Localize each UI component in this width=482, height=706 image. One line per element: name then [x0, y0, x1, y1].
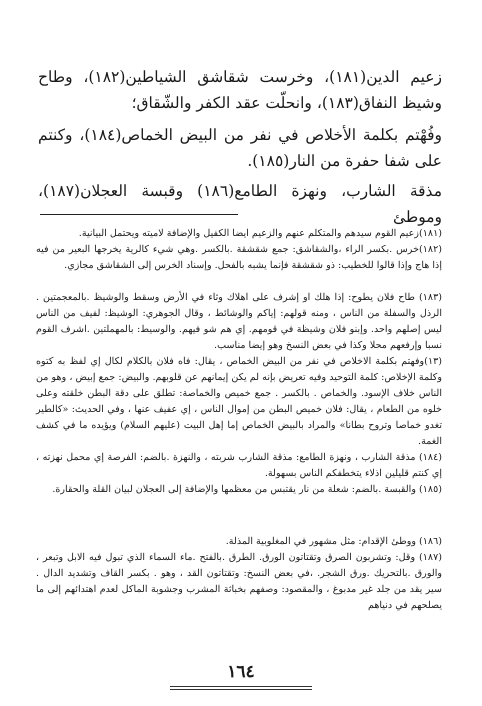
footnote-181: (١٨١)زعيم القوم سيدهم والمتكلم عنهم والزعيم ايضا الكفيل والإضافة لاميته ويحتمل البيانية. — [78, 228, 442, 239]
footnote-183: (١٨٣) طاح فلان يطوح: إذا هلك او إشرف على اهلاك وثاء في الأرض وسقط والوشيظ .بالمعجمتين . الرذل والسفلة من الناس ، ومنه قولهم: إياكم والوشائط ، وقال الجوهري: الوشيظ: لفيف من الناس ليس إصلهم واحد. وإبنو فلان وشيظة في قومهم. إي هم شو فيهم. والوسيط: بالمهملتين .اشرف القوم نسبا وإرفعهم محلا وكذا في بعض النسخ وهو إيضا مناسب. — [36, 292, 442, 351]
page-number: ١٦٤ — [227, 662, 255, 682]
footnote-182: (١٨٢)خرس .بكسر الراء ،والشقاشق: جمع شقشقة .بالكسر .وهي شيء كالرية يخرجها البعير من فيه إذا هاج وإذا قالوا للخطيب: ذو شقشقة فإنما يشبه بالفحل. وإسناد الخرس إلى الشقاشق مجازي. — [36, 244, 442, 271]
footnote-185: (١٨٥) والقبسة .بالضم: شعلة من نار يقتبس من معظمها والإضافة إلى العجلان لبيان القلة والحقارة. — [52, 484, 442, 495]
main-paragraph-2: وفُهْتم بكلمة الأخلاص في نفر من البيض الخماص(١٨٤)، وكنتم على شفا حفرة من النار(١٨٥). — [38, 126, 442, 170]
footnote-186: (١٨٦) ووطئ الإقدام: مثل مشهور في المغلوبية المذلة. — [225, 536, 442, 547]
footnote-184: (١٨٤) مذقة الشارب ، ونهزة الطامع: مذقة الشارب شربته ، والنهزة .بالضم: الفرصة إي محمل نهزته ، إي كنتم قليلين اذلاء يتخطفكم الناس بسهولة. — [36, 452, 442, 479]
page-number-rule — [170, 686, 312, 687]
main-paragraph-1: زعيم الدين(١٨١)، وخرست شقاشق الشياطين(١٨٢)، وطاح وشيظ النفاق(١٨٣)، وانحلّت عقد الكفر والشّقاق؛ — [38, 68, 443, 112]
footnote-separator — [40, 214, 238, 215]
main-paragraph-3: مذقة الشارب، ونهزة الطامع(١٨٦) وقبسة العجلان(١٨٧)، وموطئ — [38, 182, 442, 226]
page-number-rule-double — [170, 689, 312, 690]
footnote-187: (١٨٧) وقل: وتشربون الصرق وتقتاتون الورق. الطرق .بالفتح .ماء السماء الذي تبول فيه الابل وتبعر ، والورق .بالتحريك .ورق الشجر. ،في بعض النسخ: وتقتاتون القد ، وهو . بكسر القاف وتشديد الدال . سير يقد من جلد غير مدبوغ ، والمقصود: وصفهم بخباثة المشرب وجشوبة الماكل لعدم اهتدائهم إلى ما يصلحهم في دنياهم — [36, 552, 442, 611]
footnote-13: (١٣)وفهتم بكلمة الاخلاص في نفر من البيض الخماص ، يقال: فاه فلان بالكلام لكال إي لفظ به كتوه وكلمة الإخلاص: كلمة التوحيد وفيه تعريض بإنه لم يكن إيمانهم عن قلوبهم. والبيض: جمع إبيض ، وهو من الناس خلاف الإسود. والخماص . بالكسر . جمع خميص والخماصة: تطلق على دقة البطن خلقته وعلى خلوه من الطعام ، يقال: فلان خميص البطن من إموال الناس ، إي عفيف عنها ، وفي الحديث: «كالطير تغدو خماصا وتروح بطانا» والمراد بالبيض الخماص إما إهل البيت (عليهم السلام) ويؤيده ما في كشف الغمة. — [36, 356, 442, 447]
